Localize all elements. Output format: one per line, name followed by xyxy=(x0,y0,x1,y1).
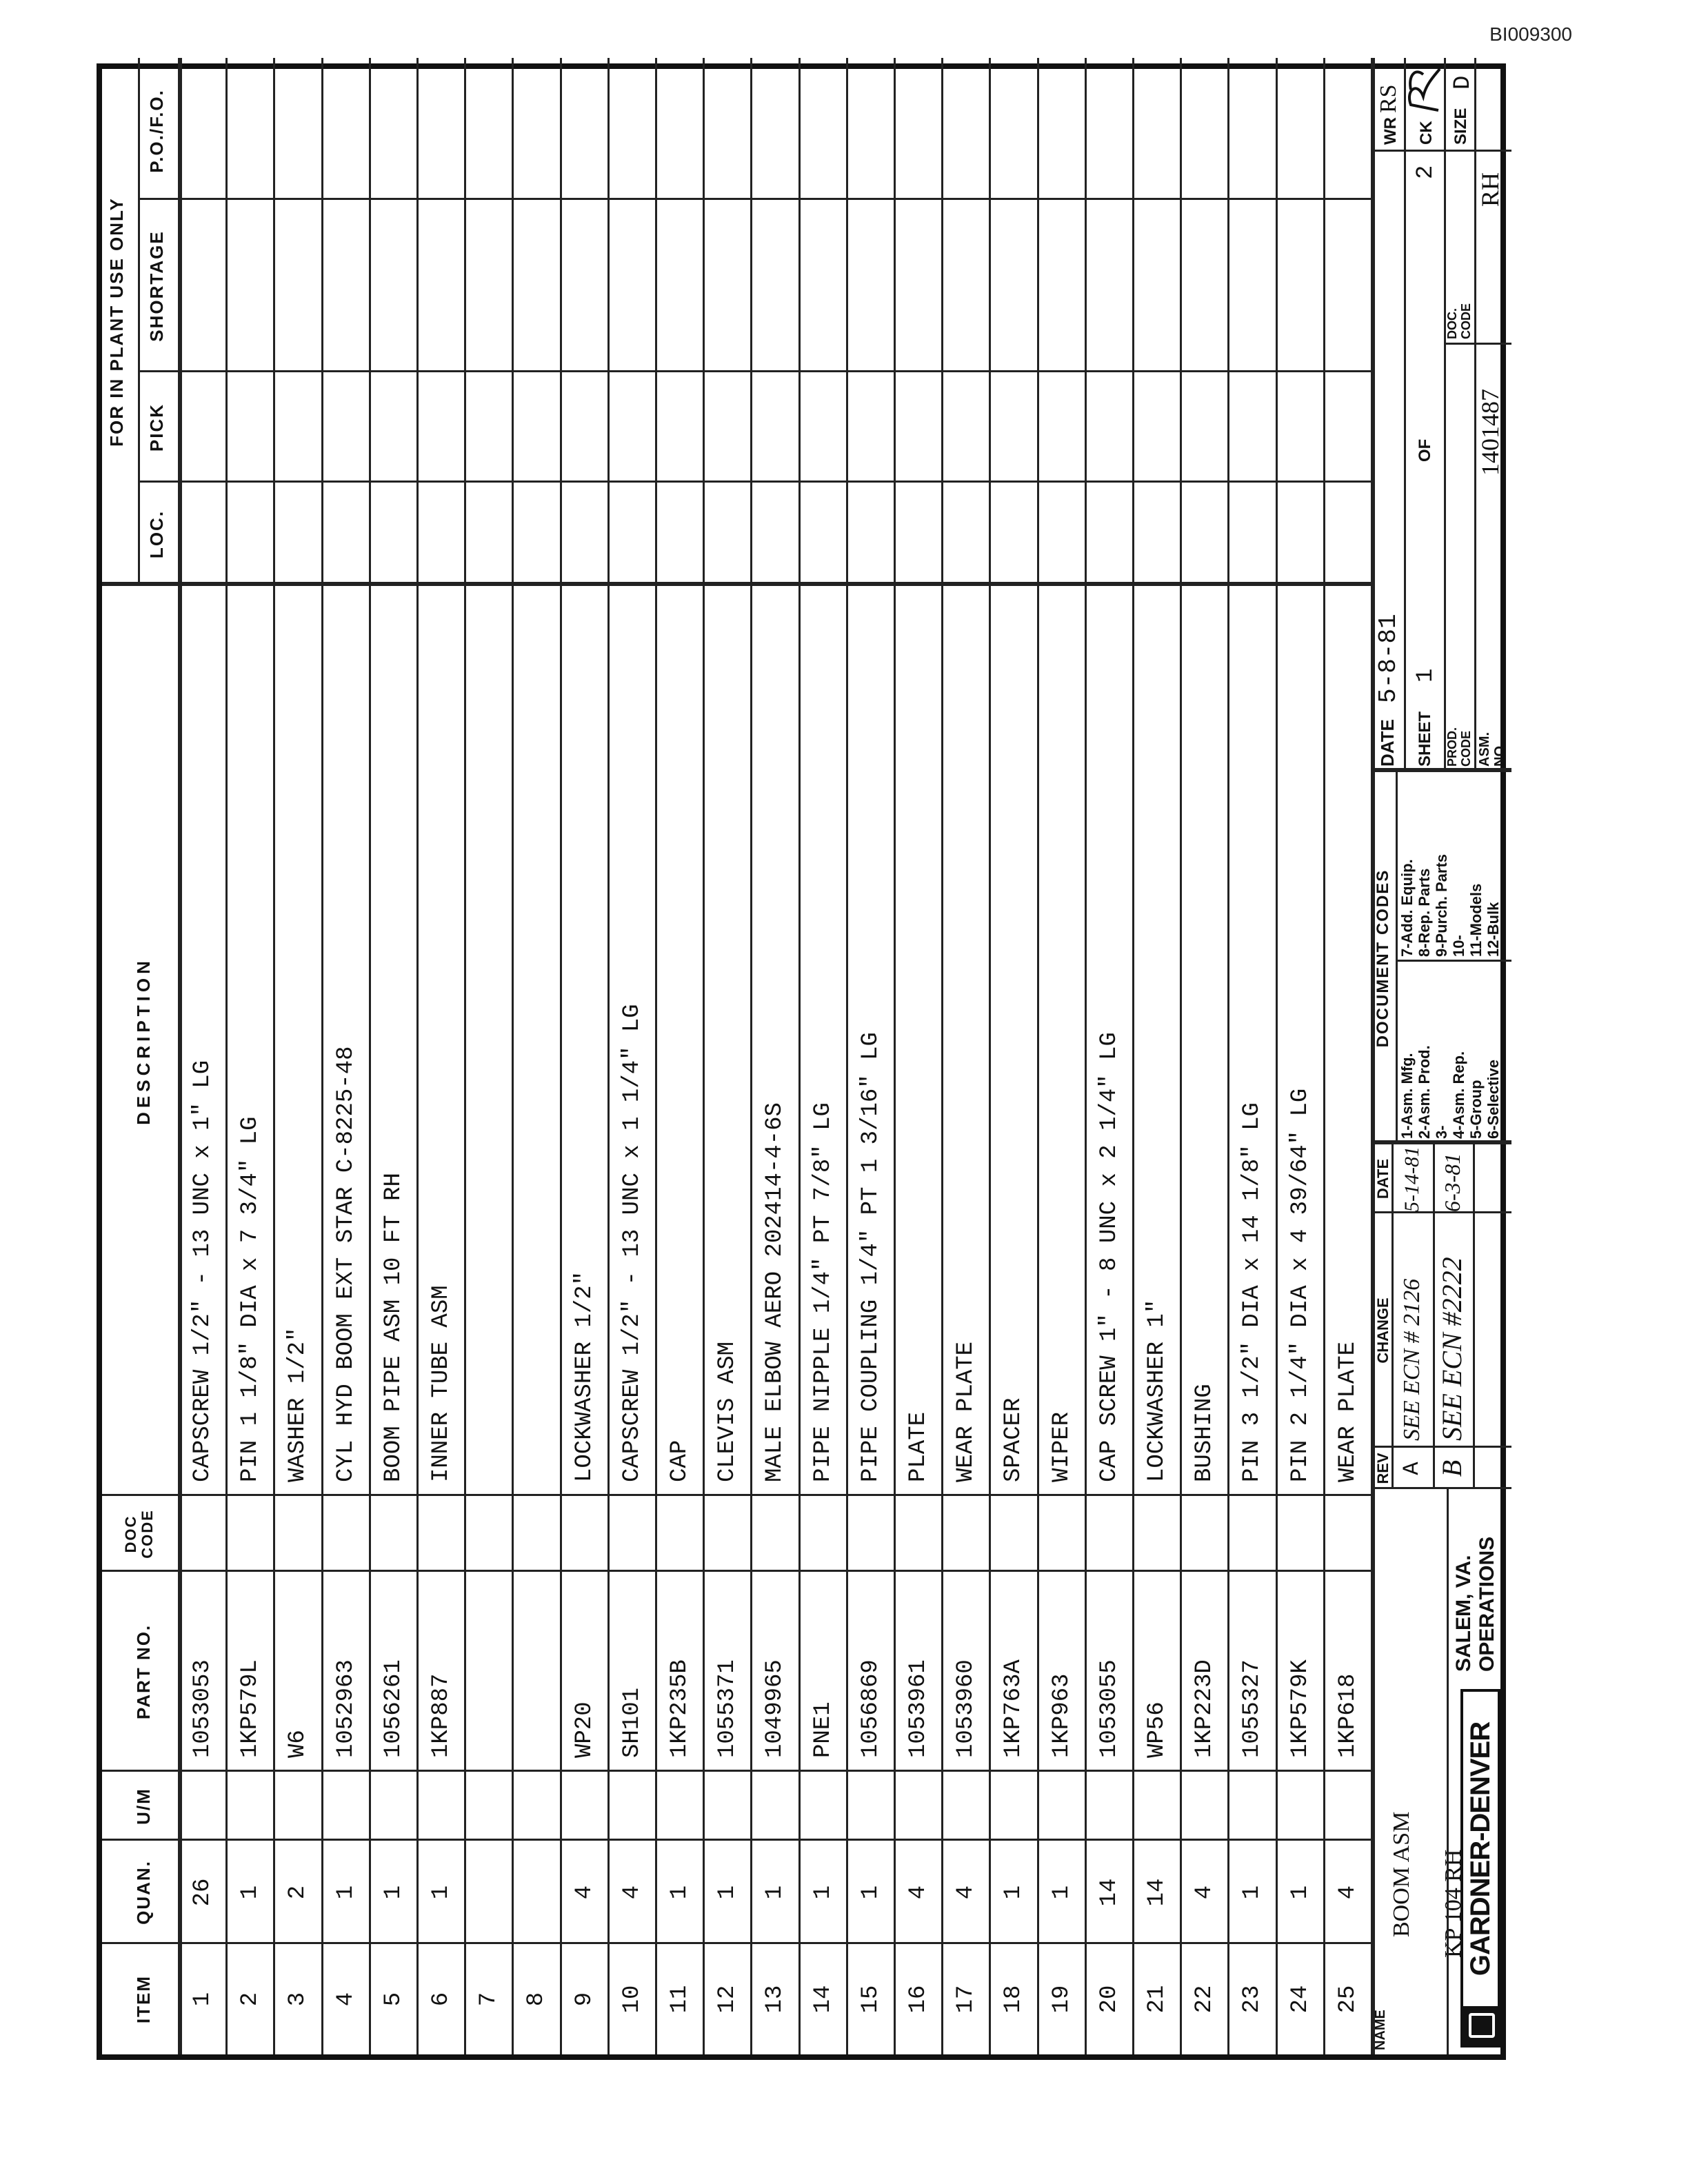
quantity: 4 xyxy=(1192,1885,1218,1900)
quantity: 1 xyxy=(1239,1885,1266,1900)
item-number: 23 xyxy=(1239,1985,1266,2014)
table-row xyxy=(178,58,225,2054)
quantity: 14 xyxy=(1144,1878,1170,1907)
asm-side: RH xyxy=(1476,172,1504,207)
item-number: 24 xyxy=(1287,1985,1314,2014)
item-number: 15 xyxy=(857,1985,884,2014)
quantity: 4 xyxy=(1334,1885,1361,1900)
quantity: 1 xyxy=(380,1885,407,1900)
size-label: SIZE xyxy=(1451,108,1470,145)
header-um: U/M xyxy=(133,1788,154,1825)
of-label: OF xyxy=(1416,438,1434,462)
item-number: 9 xyxy=(571,1992,598,2007)
change-a: SEE ECN # 2126 xyxy=(1399,1278,1425,1441)
item-number: 3 xyxy=(285,1992,312,2007)
doc-code-entry: 4-Asm. Rep. xyxy=(1450,1051,1467,1139)
quantity: 1 xyxy=(332,1885,359,1900)
item-number: 8 xyxy=(523,1992,550,2007)
wr-value: RS xyxy=(1376,84,1401,113)
rev-a: A xyxy=(1399,1462,1425,1475)
header-pofo: P.O./F.O. xyxy=(146,89,167,173)
description: SPACER xyxy=(1001,1397,1027,1482)
description: CYL HYD BOOM EXT STAR C-8225-48 xyxy=(332,1046,359,1482)
prod-code-label: PROD. CODE xyxy=(1445,727,1473,767)
part-number: 1KP235B xyxy=(667,1659,693,1758)
doc-code-entry: 1-Asm. Mfg. xyxy=(1398,1053,1416,1139)
doc-code-footer-label: DOC. CODE xyxy=(1445,303,1473,339)
part-number: 1053960 xyxy=(953,1659,980,1758)
table-row xyxy=(607,58,655,2054)
table-row xyxy=(560,58,607,2054)
change-date-b: 6-3-81 xyxy=(1440,1153,1465,1212)
item-number: 25 xyxy=(1334,1985,1361,2014)
quantity: 4 xyxy=(619,1885,645,1900)
doc-code-entry: 6-Selective xyxy=(1485,1060,1502,1139)
part-number: 1053055 xyxy=(1096,1659,1123,1758)
doc-code-entry: 3- xyxy=(1433,1125,1450,1139)
quantity: 1 xyxy=(810,1885,836,1900)
description: BOOM PIPE ASM 10 FT RH xyxy=(380,1173,407,1482)
assembly-model: KP 104 RH xyxy=(1440,1849,1466,1958)
quantity: 1 xyxy=(428,1885,454,1900)
table-row xyxy=(416,58,464,2054)
table-row xyxy=(1037,58,1085,2054)
table-row xyxy=(750,58,798,2054)
quantity: 1 xyxy=(237,1885,264,1900)
header-shortage: SHORTAGE xyxy=(146,230,167,342)
description: WASHER 1/2" xyxy=(285,1327,312,1482)
part-number: SH101 xyxy=(619,1687,645,1758)
item-number: 18 xyxy=(1001,1985,1027,2014)
doc-codes-column-1 xyxy=(1398,1045,1502,1139)
description: LOCKWASHER 1/2" xyxy=(571,1271,598,1482)
item-number: 2 xyxy=(237,1992,264,2007)
location-name: SALEM, VA. OPERATIONS xyxy=(1452,1536,1498,1672)
table-row xyxy=(703,58,750,2054)
item-number: 6 xyxy=(428,1992,454,2007)
description: WEAR PLATE xyxy=(1334,1341,1361,1482)
quantity: 26 xyxy=(190,1878,216,1907)
doc-code-entry: 5-Group xyxy=(1467,1080,1485,1139)
header-description: DESCRIPTION xyxy=(133,957,154,1125)
wr-label: WR xyxy=(1381,117,1400,145)
part-number: 1056869 xyxy=(857,1659,884,1758)
header-item: ITEM xyxy=(133,1974,154,2024)
table-row xyxy=(941,58,989,2054)
company-logo xyxy=(1460,1689,1500,2048)
date-label: DATE xyxy=(1377,719,1398,767)
table-row xyxy=(321,58,369,2054)
doc-codes-column-2 xyxy=(1398,854,1502,957)
item-number: 11 xyxy=(667,1985,693,2014)
item-number: 13 xyxy=(762,1985,789,2014)
table-row xyxy=(655,58,703,2054)
part-number: WP20 xyxy=(571,1701,598,1758)
table-row xyxy=(1323,58,1371,2054)
part-number: W6 xyxy=(285,1730,312,1758)
table-row xyxy=(894,58,941,2054)
item-number: 10 xyxy=(619,1985,645,2014)
change-date-a: 5-14-81 xyxy=(1400,1146,1423,1212)
quantity: 4 xyxy=(571,1885,598,1900)
table-row xyxy=(464,58,512,2054)
item-number: 1 xyxy=(190,1992,216,2007)
quantity: 14 xyxy=(1096,1878,1123,1907)
doc-code-entry: 7-Add. Equip. xyxy=(1398,859,1416,957)
item-number: 7 xyxy=(476,1992,503,2007)
table-row xyxy=(225,58,273,2054)
table-row xyxy=(846,58,894,2054)
table-row xyxy=(1180,58,1227,2054)
header-doc-code: DOC CODE xyxy=(122,1509,156,1559)
description: PIN 2 1/4" DIA x 4 39/64" LG xyxy=(1287,1088,1314,1482)
change-label: CHANGE xyxy=(1374,1297,1391,1364)
part-number: 1055371 xyxy=(714,1659,741,1758)
quantity: 1 xyxy=(1048,1885,1075,1900)
name-label: NAME xyxy=(1373,2010,1388,2050)
part-number: 1KP763A xyxy=(1001,1659,1027,1758)
item-number: 14 xyxy=(810,1985,836,2014)
header-in-plant: FOR IN PLANT USE ONLY xyxy=(106,197,127,447)
date-value: 5-8-81 xyxy=(1374,614,1403,703)
description: WEAR PLATE xyxy=(953,1341,980,1482)
part-number: 1KP223D xyxy=(1192,1659,1218,1758)
description: PIN 3 1/2" DIA x 14 1/8" LG xyxy=(1239,1102,1266,1482)
table-row xyxy=(1227,58,1275,2054)
sheet-value: 1 xyxy=(1413,668,1439,682)
ck-label: CK xyxy=(1417,121,1436,145)
quantity: 1 xyxy=(762,1885,789,1900)
item-number: 19 xyxy=(1048,1985,1075,2014)
doc-code-entry: 11-Models xyxy=(1467,883,1485,957)
item-number: 20 xyxy=(1096,1985,1123,2014)
doc-codes-title: DOCUMENT CODES xyxy=(1374,869,1392,1048)
part-number: 1055327 xyxy=(1239,1659,1266,1758)
part-number: 1056261 xyxy=(380,1659,407,1758)
part-number: 1053961 xyxy=(905,1659,932,1758)
description: CLEVIS ASM xyxy=(714,1341,741,1482)
part-number: 1049965 xyxy=(762,1659,789,1758)
part-number: 1KP887 xyxy=(428,1673,454,1758)
table-row xyxy=(1085,58,1132,2054)
asm-no-label: ASM. NO. xyxy=(1477,732,1507,767)
description: CAPSCREW 1/2" - 13 UNC x 1" LG xyxy=(190,1060,216,1482)
quantity: 1 xyxy=(714,1885,741,1900)
table-row xyxy=(512,58,559,2054)
change-date-label: DATE xyxy=(1374,1158,1391,1200)
quantity: 1 xyxy=(1287,1885,1314,1900)
item-number: 17 xyxy=(953,1985,980,2014)
description: CAPSCREW 1/2" - 13 UNC x 1 1/4" LG xyxy=(619,1004,645,1482)
quantity: 1 xyxy=(857,1885,884,1900)
header-quan: QUAN. xyxy=(133,1860,154,1925)
table-row xyxy=(369,58,416,2054)
part-number: 1KP579K xyxy=(1287,1659,1314,1758)
description: PIPE COUPLING 1/4" PT 1 3/16" LG xyxy=(857,1032,884,1482)
description: CAP SCREW 1" - 8 UNC x 2 1/4" LG xyxy=(1096,1032,1123,1482)
checker-initials-signature xyxy=(1405,62,1444,117)
change-b: SEE ECN #2222 xyxy=(1436,1257,1467,1441)
header-part-no: PART NO. xyxy=(133,1624,154,1720)
description: PLATE xyxy=(905,1411,932,1482)
sheet-label: SHEET xyxy=(1416,711,1434,767)
table-row xyxy=(273,58,321,2054)
assembly-name: BOOM ASM xyxy=(1389,1811,1414,1937)
description: WIPER xyxy=(1048,1411,1075,1482)
of-value: 2 xyxy=(1413,165,1439,179)
part-number: 1KP963 xyxy=(1048,1673,1075,1758)
description: MALE ELBOW AERO 202414-4-6S xyxy=(762,1102,789,1482)
quantity: 4 xyxy=(953,1885,980,1900)
item-number: 4 xyxy=(332,1992,359,2007)
description: CAP xyxy=(667,1439,693,1482)
doc-code-entry: 2-Asm. Prod. xyxy=(1416,1045,1433,1139)
header-loc: LOC. xyxy=(146,509,167,559)
parts-list-form xyxy=(97,63,1506,2060)
description: PIN 1 1/8" DIA x 7 3/4" LG xyxy=(237,1116,264,1482)
table-row xyxy=(1132,58,1180,2054)
description: LOCKWASHER 1" xyxy=(1144,1299,1170,1482)
table-row xyxy=(989,58,1036,2054)
document-id: BI009300 xyxy=(1489,23,1572,45)
description: INNER TUBE ASM xyxy=(428,1285,454,1482)
part-number: PNE1 xyxy=(810,1701,836,1758)
rev-b: B xyxy=(1436,1459,1467,1477)
quantity: 1 xyxy=(667,1885,693,1900)
doc-code-entry: 9-Purch. Parts xyxy=(1433,853,1450,957)
item-number: 22 xyxy=(1192,1985,1218,2014)
doc-code-entry: 8-Rep. Parts xyxy=(1416,868,1433,957)
rev-label: REV xyxy=(1374,1453,1391,1484)
item-number: 12 xyxy=(714,1985,741,2014)
quantity: 2 xyxy=(285,1885,312,1900)
header-pick: PICK xyxy=(146,403,167,452)
part-number: 1KP579L xyxy=(237,1659,264,1758)
logo-mark-icon xyxy=(1463,2006,1498,2045)
part-number: 1KP618 xyxy=(1334,1673,1361,1758)
quantity: 4 xyxy=(905,1885,932,1900)
description: PIPE NIPPLE 1/4" PT 7/8" LG xyxy=(810,1102,836,1482)
size-value: D xyxy=(1450,75,1476,90)
part-number: 1052963 xyxy=(332,1659,359,1758)
item-number: 5 xyxy=(380,1992,407,2007)
quantity: 1 xyxy=(1001,1885,1027,1900)
item-number: 16 xyxy=(905,1985,932,2014)
company-name: GARDNER-DENVER xyxy=(1465,1721,1496,1976)
table-row xyxy=(1276,58,1323,2054)
asm-no-value: 1401487 xyxy=(1476,389,1504,476)
table-row xyxy=(798,58,846,2054)
item-number: 21 xyxy=(1144,1985,1170,2014)
description: BUSHING xyxy=(1192,1384,1218,1482)
doc-code-entry: 10- xyxy=(1450,935,1467,957)
doc-code-entry: 12-Bulk xyxy=(1485,902,1502,957)
part-number: 1053053 xyxy=(190,1659,216,1758)
part-number: WP56 xyxy=(1144,1701,1170,1758)
